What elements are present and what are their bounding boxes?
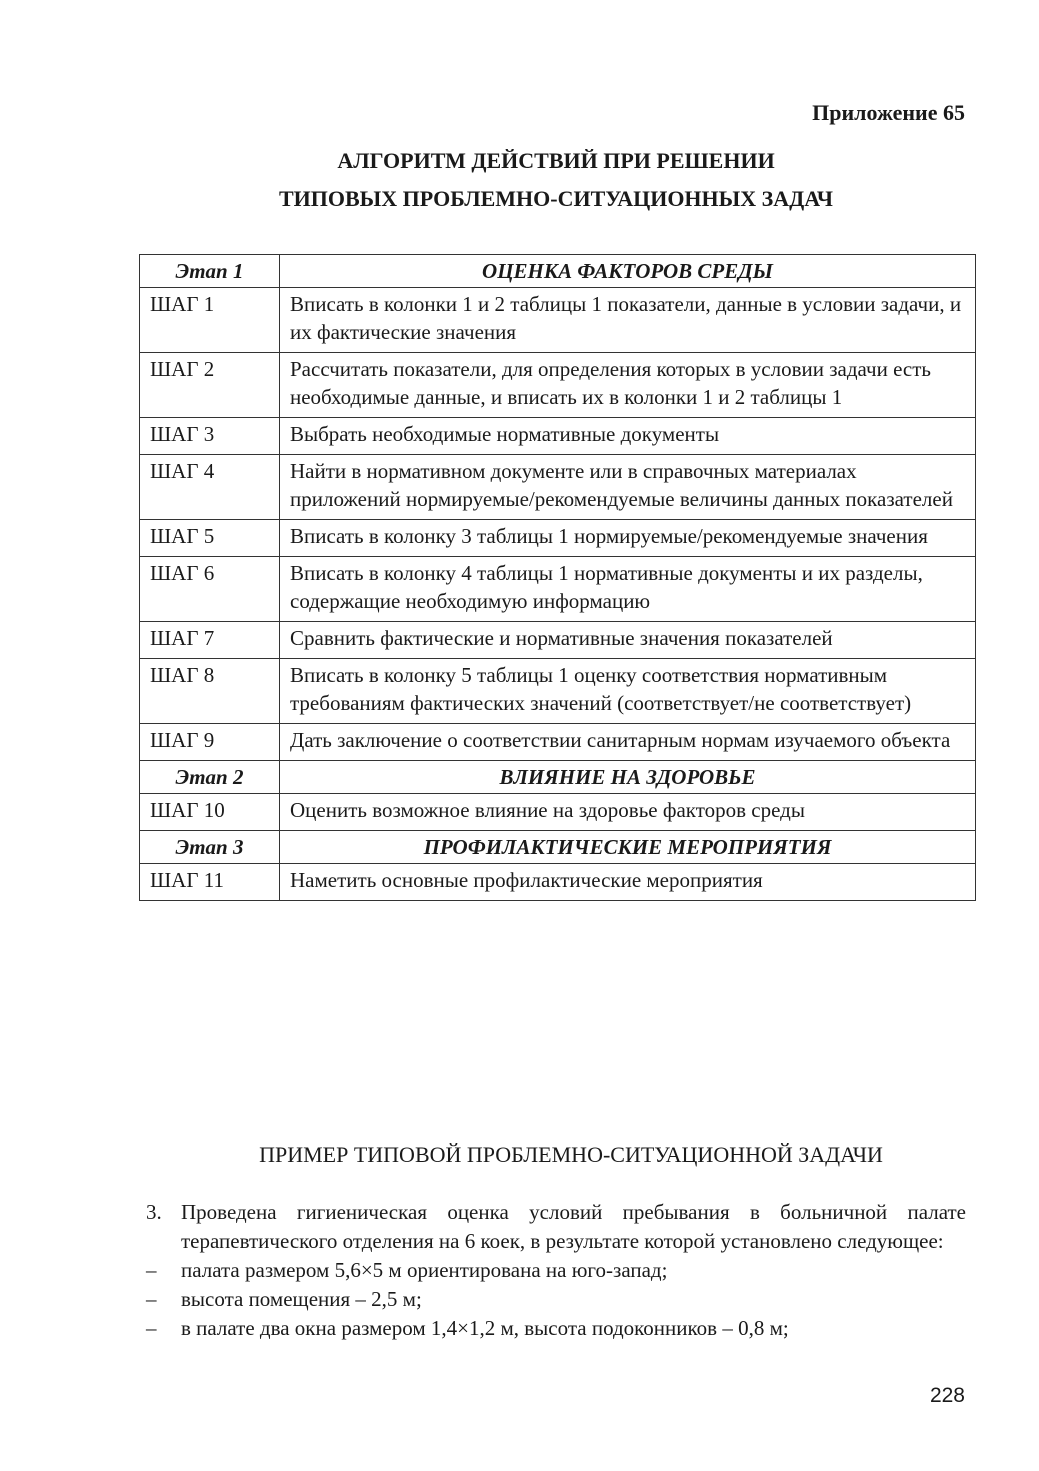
- step-label: ШАГ 9: [140, 724, 280, 761]
- step-text: Сравнить фактические и нормативные значения показателей: [280, 622, 976, 659]
- list-item-text: высота помещения – 2,5 м;: [181, 1287, 422, 1311]
- example-task: [146, 1198, 966, 1343]
- step-label: ШАГ 4: [140, 455, 280, 520]
- step-text: Найти в нормативном документе или в справочных материалах приложений нормируемые/рекомендуемые величины данных показателей: [280, 455, 976, 520]
- stage-title: ПРОФИЛАКТИЧЕСКИЕ МЕРОПРИЯТИЯ: [280, 831, 976, 864]
- task-intro-text: Проведена гигиеническая оценка условий пребывания в больничной палате терапевтического отделения на 6 коек, в результате которой установлено следующее:: [181, 1200, 966, 1253]
- step-label: ШАГ 10: [140, 794, 280, 831]
- stage-label: Этап 2: [140, 761, 280, 794]
- table-row: [140, 353, 976, 418]
- task-number: 3.: [146, 1200, 162, 1224]
- stage-row: [140, 255, 976, 288]
- task-intro: [146, 1198, 966, 1256]
- stage-label: Этап 3: [140, 831, 280, 864]
- step-text: Выбрать необходимые нормативные документы: [280, 418, 976, 455]
- title-line-1: АЛГОРИТМ ДЕЙСТВИЙ ПРИ РЕШЕНИИ: [337, 148, 775, 173]
- appendix-label: Приложение 65: [812, 100, 965, 125]
- algorithm-table: [139, 254, 976, 901]
- step-label: ШАГ 8: [140, 659, 280, 724]
- table-row: [140, 557, 976, 622]
- table-row: [140, 622, 976, 659]
- page-title: [0, 142, 1039, 218]
- step-text: Вписать в колонки 1 и 2 таблицы 1 показатели, данные в условии задачи, и их фактические значения: [280, 288, 976, 353]
- step-label: ШАГ 2: [140, 353, 280, 418]
- dash-marker: –: [146, 1316, 157, 1340]
- step-text: Наметить основные профилактические мероприятия: [280, 864, 976, 901]
- page-number: 228: [929, 1384, 965, 1407]
- table-row: [140, 794, 976, 831]
- list-item: [146, 1314, 966, 1343]
- stage-row: [140, 831, 976, 864]
- dash-marker: –: [146, 1287, 157, 1311]
- table-row: [140, 659, 976, 724]
- dash-marker: –: [146, 1258, 157, 1282]
- step-text: Рассчитать показатели, для определения которых в условии задачи есть необходимые данные, и вписать их в колонки 1 и 2 таблицы 1: [280, 353, 976, 418]
- list-item-text: палата размером 5,6×5 м ориентирована на юго-запад;: [181, 1258, 668, 1282]
- table-row: [140, 864, 976, 901]
- task-conditions-list: [146, 1256, 966, 1343]
- step-label: ШАГ 3: [140, 418, 280, 455]
- table-row: [140, 724, 976, 761]
- stage-title: ВЛИЯНИЕ НА ЗДОРОВЬЕ: [280, 761, 976, 794]
- step-label: ШАГ 11: [140, 864, 280, 901]
- step-label: ШАГ 7: [140, 622, 280, 659]
- step-text: Вписать в колонку 4 таблицы 1 нормативные документы и их разделы, содержащие необходимую информацию: [280, 557, 976, 622]
- step-label: ШАГ 5: [140, 520, 280, 557]
- list-item: [146, 1256, 966, 1285]
- step-text: Вписать в колонку 5 таблицы 1 оценку соответствия нормативным требованиям фактических значений (соответствует/не соответствует): [280, 659, 976, 724]
- step-text: Оценить возможное влияние на здоровье факторов среды: [280, 794, 976, 831]
- table-row: [140, 288, 976, 353]
- step-text: Дать заключение о соответствии санитарным нормам изучаемого объекта: [280, 724, 976, 761]
- table-row: [140, 455, 976, 520]
- table-row: [140, 520, 976, 557]
- step-label: ШАГ 6: [140, 557, 280, 622]
- step-label: ШАГ 1: [140, 288, 280, 353]
- table-row: [140, 418, 976, 455]
- example-heading: ПРИМЕР ТИПОВОЙ ПРОБЛЕМНО-СИТУАЦИОННОЙ ЗАДАЧИ: [259, 1142, 883, 1167]
- list-item: [146, 1285, 966, 1314]
- stage-label: Этап 1: [140, 255, 280, 288]
- list-item-text: в палате два окна размером 1,4×1,2 м, высота подоконников – 0,8 м;: [181, 1316, 789, 1340]
- stage-row: [140, 761, 976, 794]
- stage-title: ОЦЕНКА ФАКТОРОВ СРЕДЫ: [280, 255, 976, 288]
- step-text: Вписать в колонку 3 таблицы 1 нормируемые/рекомендуемые значения: [280, 520, 976, 557]
- title-line-2: ТИПОВЫХ ПРОБЛЕМНО-СИТУАЦИОННЫХ ЗАДАЧ: [279, 186, 833, 211]
